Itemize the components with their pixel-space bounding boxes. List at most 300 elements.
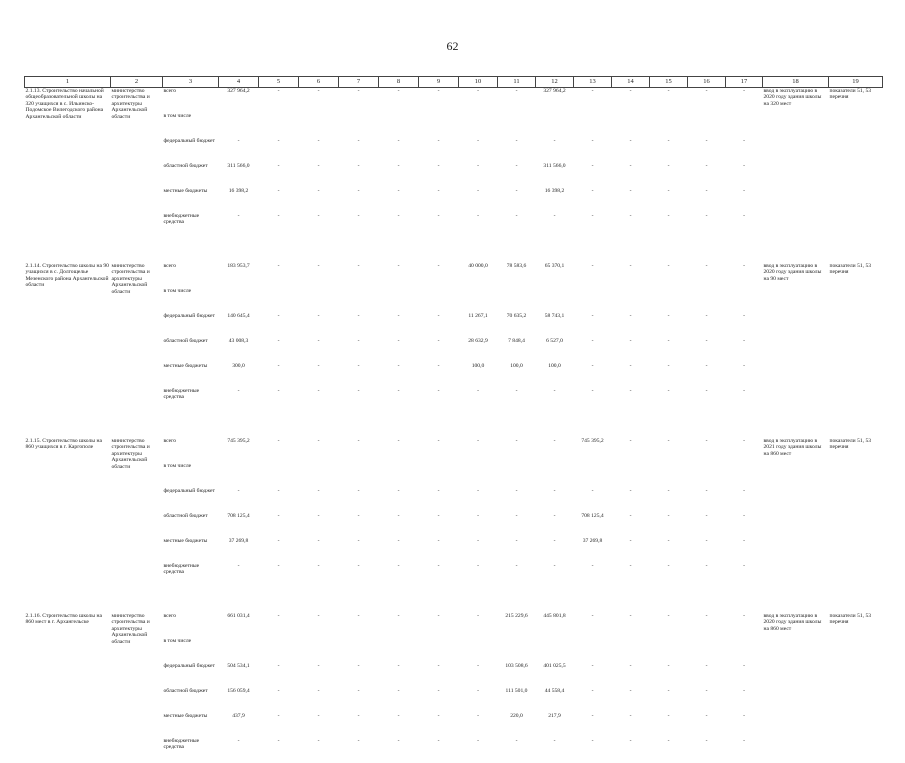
header-cell: 14: [612, 77, 650, 88]
funding-source: всего: [163, 263, 177, 269]
expected-result: ввод в эксплуатацию в 2020 году здания школы на 320 мест: [763, 88, 822, 107]
value-cell: [339, 463, 379, 488]
table-row: [25, 88, 883, 114]
value-cell: 40 000,0: [468, 263, 488, 269]
executor-name: министерство строительства и архитектуры Архангельской области: [111, 613, 150, 645]
value-cell: -: [397, 563, 400, 569]
value-cell: 78 583,6: [506, 263, 527, 269]
value-cell: -: [477, 163, 479, 169]
value-cell: -: [237, 488, 240, 494]
value-cell: [379, 288, 419, 313]
value-cell: -: [277, 88, 280, 94]
value-cell: -: [705, 213, 708, 219]
value-cell: -: [397, 138, 400, 144]
value-cell: -: [237, 138, 240, 144]
value-cell: -: [477, 563, 479, 569]
value-cell: -: [277, 263, 280, 269]
value-cell: -: [317, 338, 320, 344]
value-cell: [339, 113, 379, 138]
header-cell: 1: [25, 77, 111, 88]
value-cell: -: [317, 88, 320, 94]
value-cell: -: [629, 213, 632, 219]
value-cell: -: [591, 313, 594, 319]
value-cell: -: [743, 313, 745, 319]
value-cell: 311 566,0: [227, 163, 250, 169]
value-cell: [688, 638, 726, 663]
value-cell: -: [317, 538, 320, 544]
value-cell: -: [743, 738, 745, 744]
value-cell: -: [743, 388, 745, 394]
value-cell: -: [705, 363, 708, 369]
value-cell: 140 645,4: [227, 313, 250, 319]
value-cell: 220,0: [510, 713, 523, 719]
header-cell: 17: [726, 77, 763, 88]
value-cell: -: [591, 88, 594, 94]
value-cell: -: [629, 563, 632, 569]
value-cell: -: [437, 313, 440, 319]
value-cell: [688, 463, 726, 488]
header-cell: 2: [111, 77, 163, 88]
value-cell: -: [317, 613, 320, 619]
value-cell: 708 125,4: [581, 513, 604, 519]
value-cell: -: [667, 138, 670, 144]
value-cell: [459, 638, 498, 663]
value-cell: -: [357, 363, 360, 369]
value-cell: -: [705, 513, 708, 519]
indicator-ref: показатели 51, 53 перечня: [829, 88, 872, 101]
funding-source: внебюджетные средства: [163, 738, 200, 751]
value-cell: -: [397, 438, 400, 444]
value-cell: -: [629, 338, 632, 344]
value-cell: 745 395,2: [227, 438, 250, 444]
value-cell: [650, 463, 688, 488]
executor-name: министерство строительства и архитектуры Архангельской области: [111, 263, 150, 295]
value-cell: -: [553, 213, 556, 219]
indicator-ref: показатели 51, 53 перечня: [829, 438, 872, 451]
value-cell: [259, 463, 299, 488]
value-cell: 300,0: [232, 363, 245, 369]
value-cell: -: [591, 163, 594, 169]
value-cell: -: [437, 613, 440, 619]
value-cell: -: [477, 88, 479, 94]
table-row: [25, 263, 883, 288]
value-cell: -: [357, 188, 360, 194]
header-cell: 4: [219, 77, 259, 88]
value-cell: [726, 638, 763, 663]
value-cell: -: [317, 163, 320, 169]
value-cell: -: [277, 138, 280, 144]
value-cell: -: [629, 738, 632, 744]
value-cell: -: [437, 213, 440, 219]
table-row: [25, 613, 883, 638]
value-cell: -: [397, 688, 400, 694]
value-cell: -: [437, 538, 440, 544]
indicator-ref: показатели 51, 53 перечня: [829, 613, 872, 626]
value-cell: 327 964,2: [227, 88, 250, 94]
value-cell: -: [515, 88, 518, 94]
value-cell: -: [437, 388, 440, 394]
value-cell: -: [397, 163, 400, 169]
value-cell: -: [629, 263, 632, 269]
value-cell: -: [629, 438, 632, 444]
header-cell: 9: [419, 77, 459, 88]
funding-source: внебюджетные средства: [163, 563, 200, 576]
funding-source: в том числе: [163, 113, 192, 119]
value-cell: -: [667, 738, 670, 744]
value-cell: -: [237, 388, 240, 394]
value-cell: [339, 288, 379, 313]
value-cell: -: [277, 388, 280, 394]
value-cell: -: [591, 213, 594, 219]
value-cell: [726, 288, 763, 313]
value-cell: -: [277, 613, 280, 619]
value-cell: -: [667, 663, 670, 669]
value-cell: -: [743, 138, 745, 144]
value-cell: -: [743, 613, 745, 619]
value-cell: -: [743, 163, 745, 169]
value-cell: 16 398,2: [544, 188, 565, 194]
value-cell: -: [317, 388, 320, 394]
value-cell: -: [237, 563, 240, 569]
program-table: [24, 76, 883, 763]
value-cell: [688, 288, 726, 313]
funding-source: внебюджетные средства: [163, 388, 200, 401]
value-cell: -: [277, 738, 280, 744]
header-cell: 6: [299, 77, 339, 88]
value-cell: -: [237, 738, 240, 744]
value-cell: -: [477, 538, 479, 544]
value-cell: -: [277, 688, 280, 694]
value-cell: -: [667, 188, 670, 194]
value-cell: -: [437, 563, 440, 569]
value-cell: -: [629, 388, 632, 394]
value-cell: -: [743, 488, 745, 494]
value-cell: -: [705, 263, 708, 269]
value-cell: -: [357, 513, 360, 519]
value-cell: [650, 288, 688, 313]
funding-source: в том числе: [163, 463, 192, 469]
value-cell: [536, 638, 574, 663]
value-cell: -: [397, 663, 400, 669]
expected-result: ввод в эксплуатацию в 2021 году здания школы на 860 мест: [763, 438, 822, 457]
value-cell: -: [397, 738, 400, 744]
expected-result: ввод в эксплуатацию в 2020 году здания школы на 90 мест: [763, 263, 822, 282]
value-cell: -: [357, 313, 360, 319]
value-cell: 401 025,5: [543, 663, 566, 669]
value-cell: 6 527,0: [546, 338, 563, 344]
value-cell: -: [515, 513, 518, 519]
value-cell: [219, 288, 259, 313]
value-cell: 745 395,2: [581, 438, 604, 444]
value-cell: 708 125,4: [227, 513, 250, 519]
funding-source: федеральный бюджет: [163, 488, 215, 494]
value-cell: [259, 288, 299, 313]
header-cell: 7: [339, 77, 379, 88]
value-cell: -: [553, 738, 556, 744]
value-cell: 311 566,0: [543, 163, 566, 169]
value-cell: [612, 463, 650, 488]
value-cell: -: [317, 713, 320, 719]
value-cell: -: [477, 663, 479, 669]
value-cell: -: [515, 163, 518, 169]
value-cell: -: [629, 363, 632, 369]
value-cell: -: [277, 438, 280, 444]
value-cell: [459, 288, 498, 313]
value-cell: 156 059,4: [227, 688, 250, 694]
value-cell: -: [357, 613, 360, 619]
value-cell: 437,9: [232, 713, 245, 719]
value-cell: -: [629, 138, 632, 144]
value-cell: [612, 638, 650, 663]
value-cell: -: [397, 388, 400, 394]
value-cell: -: [629, 688, 632, 694]
value-cell: -: [477, 738, 479, 744]
value-cell: 445 801,8: [543, 613, 566, 619]
value-cell: [536, 288, 574, 313]
funding-source: областной бюджет: [163, 688, 208, 694]
value-cell: -: [705, 88, 708, 94]
value-cell: -: [515, 213, 518, 219]
value-cell: -: [357, 213, 360, 219]
value-cell: -: [743, 713, 745, 719]
value-cell: -: [667, 538, 670, 544]
value-cell: -: [317, 663, 320, 669]
value-cell: -: [743, 663, 745, 669]
value-cell: -: [591, 563, 594, 569]
value-cell: -: [667, 613, 670, 619]
value-cell: [379, 638, 419, 663]
value-cell: -: [743, 513, 745, 519]
value-cell: -: [397, 488, 400, 494]
value-cell: -: [277, 663, 280, 669]
value-cell: -: [477, 613, 479, 619]
value-cell: -: [667, 363, 670, 369]
value-cell: -: [277, 713, 280, 719]
value-cell: -: [437, 88, 440, 94]
value-cell: -: [667, 263, 670, 269]
value-cell: -: [743, 213, 745, 219]
value-cell: -: [277, 213, 280, 219]
value-cell: -: [357, 563, 360, 569]
value-cell: -: [357, 713, 360, 719]
funding-source: местные бюджеты: [163, 363, 208, 369]
value-cell: -: [357, 688, 360, 694]
value-cell: -: [477, 688, 479, 694]
value-cell: -: [477, 488, 479, 494]
value-cell: -: [705, 613, 708, 619]
value-cell: -: [437, 713, 440, 719]
value-cell: -: [743, 563, 745, 569]
value-cell: -: [591, 613, 594, 619]
value-cell: -: [591, 138, 594, 144]
value-cell: -: [667, 513, 670, 519]
value-cell: -: [629, 88, 632, 94]
value-cell: 11 267,1: [468, 313, 488, 319]
value-cell: 103 508,6: [505, 663, 528, 669]
indicator-ref: показатели 51, 53 перечня: [829, 263, 872, 276]
value-cell: 327 964,2: [543, 88, 566, 94]
value-cell: -: [437, 663, 440, 669]
executor-name: министерство строительства и архитектуры Архангельской области: [111, 88, 150, 120]
value-cell: -: [437, 688, 440, 694]
value-cell: -: [705, 563, 708, 569]
value-cell: 661 031,4: [227, 613, 250, 619]
value-cell: -: [667, 388, 670, 394]
funding-source: федеральный бюджет: [163, 663, 215, 669]
value-cell: -: [705, 663, 708, 669]
value-cell: -: [477, 513, 479, 519]
value-cell: [419, 463, 459, 488]
value-cell: -: [437, 363, 440, 369]
funding-source: областной бюджет: [163, 338, 208, 344]
value-cell: -: [591, 363, 594, 369]
value-cell: -: [667, 213, 670, 219]
value-cell: -: [705, 313, 708, 319]
value-cell: [459, 113, 498, 138]
value-cell: -: [277, 188, 280, 194]
value-cell: [536, 463, 574, 488]
header-cell: 12: [536, 77, 574, 88]
value-cell: -: [277, 563, 280, 569]
value-cell: -: [397, 613, 400, 619]
value-cell: -: [317, 513, 320, 519]
value-cell: -: [629, 163, 632, 169]
funding-source: местные бюджеты: [163, 188, 208, 194]
value-cell: -: [553, 388, 556, 394]
value-cell: [726, 463, 763, 488]
funding-source: местные бюджеты: [163, 713, 208, 719]
value-cell: -: [591, 338, 594, 344]
funding-source: всего: [163, 88, 177, 94]
funding-source: областной бюджет: [163, 163, 208, 169]
value-cell: -: [317, 138, 320, 144]
value-cell: [259, 113, 299, 138]
value-cell: -: [477, 188, 479, 194]
value-cell: -: [591, 188, 594, 194]
value-cell: -: [515, 388, 518, 394]
value-cell: -: [317, 438, 320, 444]
value-cell: [650, 638, 688, 663]
header-cell: 15: [650, 77, 688, 88]
value-cell: -: [357, 88, 360, 94]
value-cell: -: [397, 713, 400, 719]
value-cell: [498, 113, 536, 138]
value-cell: -: [437, 513, 440, 519]
value-cell: -: [317, 688, 320, 694]
value-cell: -: [553, 513, 556, 519]
value-cell: -: [437, 338, 440, 344]
value-cell: -: [437, 438, 440, 444]
value-cell: -: [629, 663, 632, 669]
value-cell: [299, 113, 339, 138]
value-cell: [650, 113, 688, 138]
value-cell: -: [743, 363, 745, 369]
value-cell: -: [357, 538, 360, 544]
value-cell: 44 558,4: [544, 688, 565, 694]
value-cell: [419, 638, 459, 663]
value-cell: -: [705, 488, 708, 494]
funding-source: всего: [163, 438, 177, 444]
value-cell: [419, 288, 459, 313]
value-cell: -: [515, 188, 518, 194]
value-cell: -: [397, 188, 400, 194]
value-cell: -: [357, 138, 360, 144]
value-cell: -: [553, 563, 556, 569]
value-cell: -: [705, 713, 708, 719]
project-name: 2.1.16. Строительство школы на 860 мест в г. Архангельске: [25, 613, 102, 626]
value-cell: 37 269,8: [228, 538, 249, 544]
funding-source: областной бюджет: [163, 513, 208, 519]
value-cell: -: [515, 738, 518, 744]
value-cell: -: [357, 163, 360, 169]
value-cell: -: [397, 213, 400, 219]
funding-source: в том числе: [163, 288, 192, 294]
value-cell: 183 953,7: [227, 263, 250, 269]
header-cell: 5: [259, 77, 299, 88]
value-cell: -: [397, 363, 400, 369]
value-cell: -: [553, 488, 556, 494]
value-cell: -: [277, 363, 280, 369]
value-cell: -: [743, 688, 745, 694]
value-cell: -: [743, 263, 745, 269]
value-cell: -: [397, 88, 400, 94]
value-cell: -: [437, 738, 440, 744]
header-row: [25, 77, 883, 88]
expected-result: ввод в эксплуатацию в 2020 году здания школы на 860 мест: [763, 613, 822, 632]
funding-source: всего: [163, 613, 177, 619]
value-cell: -: [397, 513, 400, 519]
value-cell: [299, 288, 339, 313]
header-cell: 10: [459, 77, 498, 88]
value-cell: -: [277, 338, 280, 344]
value-cell: -: [277, 163, 280, 169]
value-cell: -: [667, 88, 670, 94]
value-cell: 65 370,1: [544, 263, 565, 269]
value-cell: -: [705, 188, 708, 194]
value-cell: -: [357, 388, 360, 394]
value-cell: -: [667, 563, 670, 569]
value-cell: -: [277, 313, 280, 319]
value-cell: -: [515, 138, 518, 144]
value-cell: [339, 638, 379, 663]
value-cell: -: [477, 213, 479, 219]
value-cell: [219, 113, 259, 138]
project-name: 2.1.15. Строительство школы на 860 учащихся в г. Каргополе: [25, 438, 102, 451]
value-cell: -: [277, 538, 280, 544]
value-cell: -: [357, 438, 360, 444]
value-cell: [612, 113, 650, 138]
project-name: 2.1.13. Строительство начальной общеобразовательной школы на 320 учащихся в с. Ильинско-Подомское Вилегодского района Архангельской области: [25, 88, 104, 120]
value-cell: -: [397, 313, 400, 319]
header-cell: 3: [163, 77, 219, 88]
value-cell: [574, 288, 612, 313]
value-cell: -: [667, 488, 670, 494]
value-cell: -: [667, 338, 670, 344]
value-cell: [612, 288, 650, 313]
value-cell: -: [317, 738, 320, 744]
page-number: 62: [446, 39, 459, 53]
value-cell: -: [437, 163, 440, 169]
value-cell: -: [705, 163, 708, 169]
value-cell: -: [397, 538, 400, 544]
executor-name: министерство строительства и архитектуры Архангельской области: [111, 438, 150, 470]
header-cell: 18: [763, 77, 829, 88]
funding-source: в том числе: [163, 638, 192, 644]
value-cell: -: [317, 313, 320, 319]
value-cell: -: [357, 738, 360, 744]
value-cell: -: [437, 188, 440, 194]
value-cell: [498, 288, 536, 313]
